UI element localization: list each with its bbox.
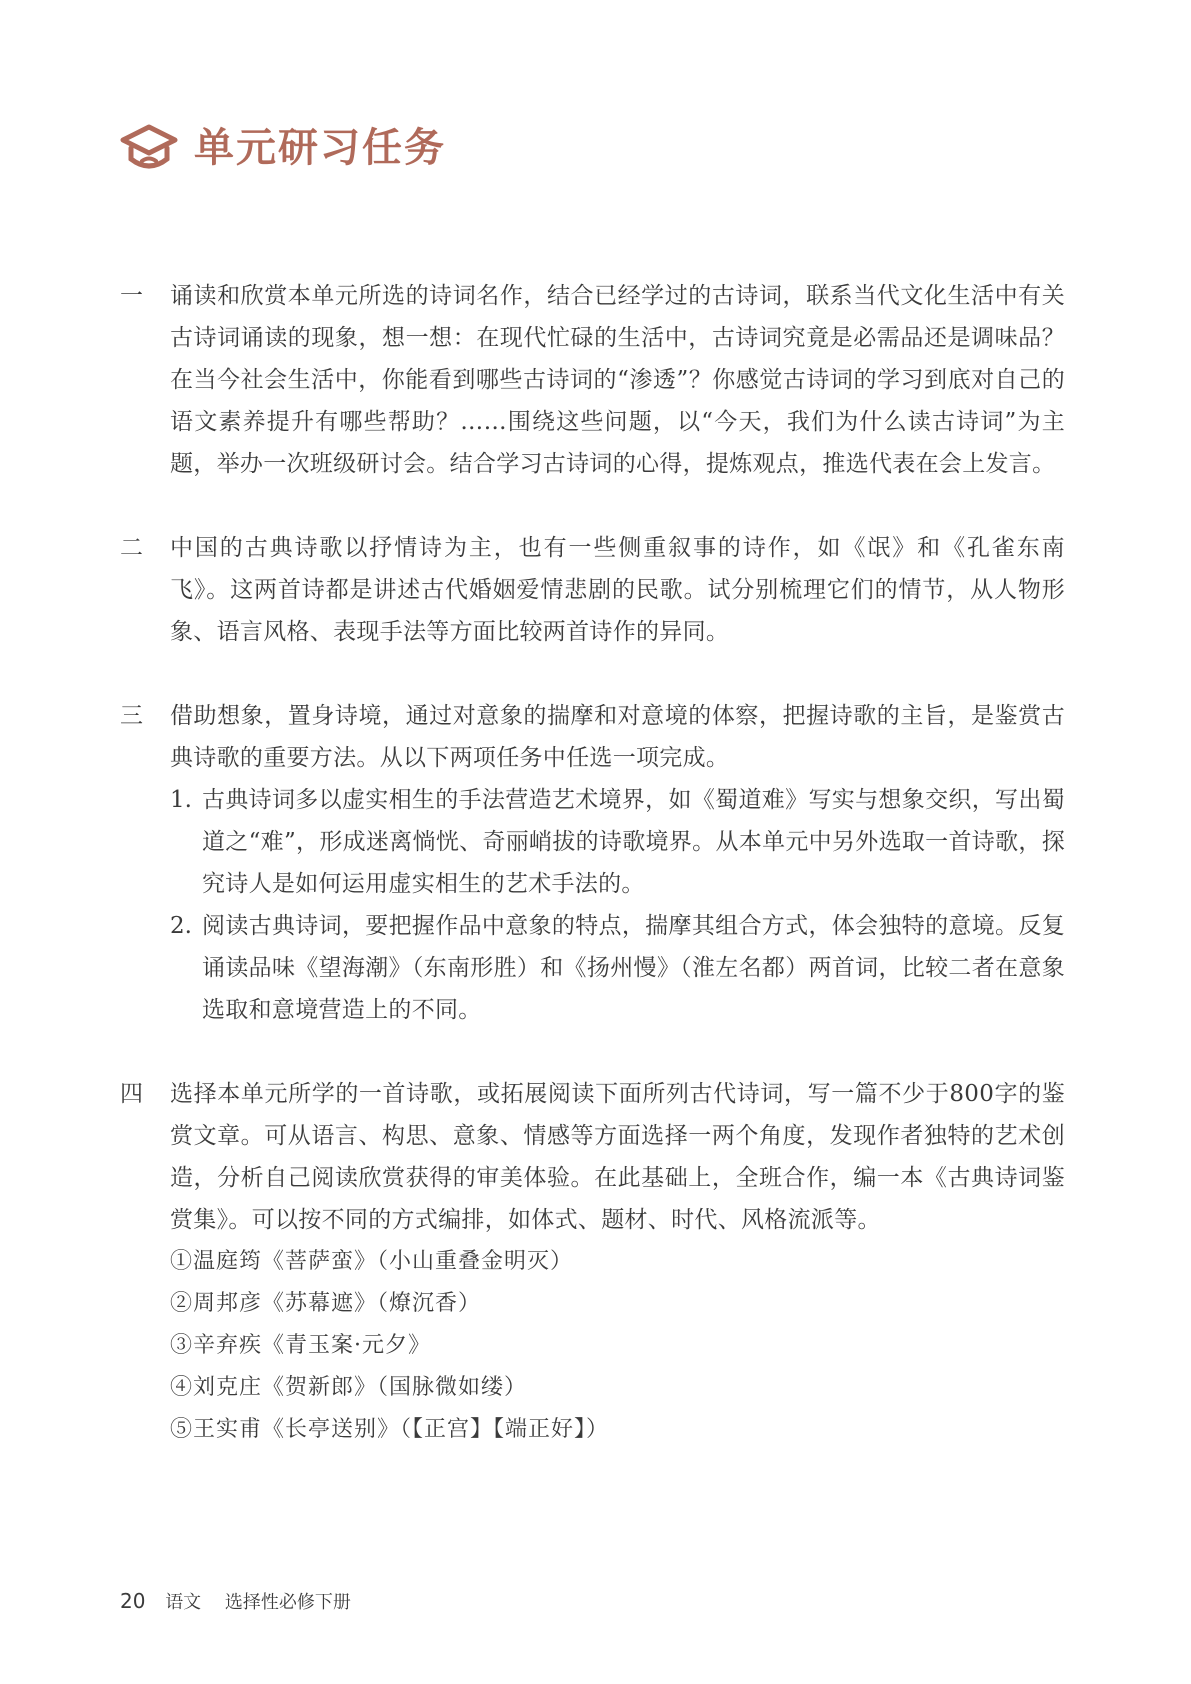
subitem-number: 1. [170, 787, 192, 813]
task-2 [120, 527, 1065, 653]
task-number: 四 [120, 1081, 143, 1107]
book-subject: 语文 [165, 1592, 202, 1613]
graduation-cap-icon [120, 123, 178, 173]
book-volume: 选择性必修下册 [224, 1592, 351, 1613]
task-paragraph: 中国的古典诗歌以抒情诗为主，也有一些侧重叙事的诗作，如《氓》和《孔雀东南飞》。这两首诗都是讲述古代婚姻爱情悲剧的民歌。试分别梳理它们的情节，从人物形象、语言风格、表现手法等方面比较两首诗作的异同。 [170, 535, 1065, 645]
list-item: ③辛弃疾《青玉案·元夕》 [170, 1333, 431, 1358]
task-1 [120, 275, 1065, 485]
section-title: 单元研习任务 [194, 125, 446, 171]
page-footer [120, 1588, 351, 1614]
subitem-number: 2. [170, 913, 192, 939]
task-number: 一 [120, 283, 143, 309]
list-item: ⑤王实甫《长亭送别》（【正宫】【端正好】） [170, 1417, 610, 1442]
task-intro: 借助想象，置身诗境，通过对意象的揣摩和对意境的体察，把握诗歌的主旨，是鉴赏古典诗歌的重要方法。从以下两项任务中任选一项完成。 [170, 703, 1065, 771]
list-item: ②周邦彦《苏幕遮》（燎沉香） [170, 1291, 482, 1316]
subitem-text: 阅读古典诗词，要把握作品中意象的特点，揣摩其组合方式，体会独特的意境。反复诵读品味《望海潮》（东南形胜）和《扬州慢》（淮左名都）两首词，比较二者在意象选取和意境营造上的不同。 [202, 913, 1065, 1023]
task-subitem [170, 905, 1065, 1031]
works-list [170, 1241, 1065, 1451]
subitem-text: 古典诗词多以虚实相生的手法营造艺术境界，如《蜀道难》写实与想象交织，写出蜀道之“难”，形成迷离惝恍、奇丽峭拔的诗歌境界。从本单元中另外选取一首诗歌，探究诗人是如何运用虚实相生的艺术手法的。 [202, 787, 1065, 897]
page-number: 20 [120, 1589, 146, 1613]
tasks-content [120, 275, 1065, 1451]
task-3 [120, 695, 1065, 1031]
task-4 [120, 1073, 1065, 1451]
section-heading [120, 118, 446, 178]
task-number: 三 [120, 703, 143, 729]
task-intro: 选择本单元所学的一首诗歌，或拓展阅读下面所列古代诗词，写一篇不少于800字的鉴赏文章。可从语言、构思、意象、情感等方面选择一两个角度，发现作者独特的艺术创造，分析自己阅读欣赏获得的审美体验。在此基础上，全班合作，编一本《古典诗词鉴赏集》。可以按不同的方式编排，如体式、题材、时代、风格流派等。 [170, 1081, 1065, 1233]
list-item: ①温庭筠《菩萨蛮》（小山重叠金明灭） [170, 1249, 574, 1274]
task-number: 二 [120, 535, 143, 561]
task-subitem [170, 779, 1065, 905]
list-item: ④刘克庄《贺新郎》（国脉微如缕） [170, 1375, 528, 1400]
task-paragraph: 诵读和欣赏本单元所选的诗词名作，结合已经学过的古诗词，联系当代文化生活中有关古诗词诵读的现象，想一想：在现代忙碌的生活中，古诗词究竟是必需品还是调味品？在当今社会生活中，你能看到哪些古诗词的“渗透”？你感觉古诗词的学习到底对自己的语文素养提升有哪些帮助？……围绕这些问题，以“今天，我们为什么读古诗词”为主题，举办一次班级研讨会。结合学习古诗词的心得，提炼观点，推选代表在会上发言。 [170, 283, 1065, 477]
